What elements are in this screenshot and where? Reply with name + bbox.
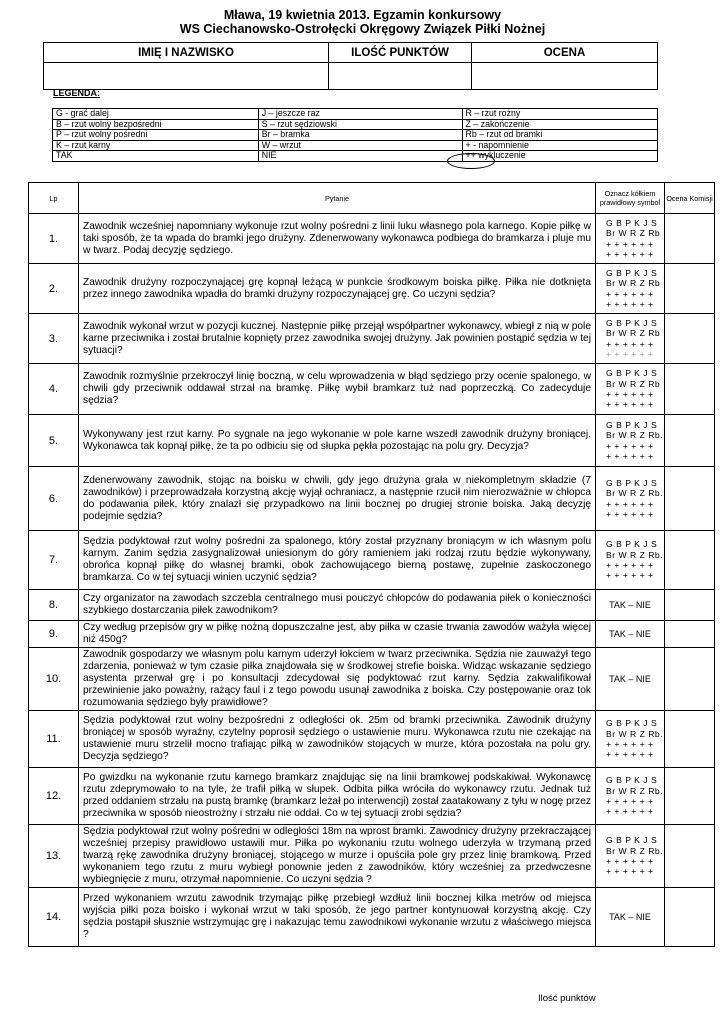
symbol-line[interactable]: + + + + + + xyxy=(606,248,654,259)
question-number: 2. xyxy=(29,264,79,314)
question-row xyxy=(29,888,715,947)
question-text: Wykonywany jest rzut karny. Po sygnale na jego wykonanie w pole karne wszedł zawodnik drużyny broniącej. Wykonawca tak kopnął piłkę, że ta po odbiciu się od słupka pękła pozostając na polu gry. Decyzja? xyxy=(79,415,596,467)
commission-grade-cell[interactable] xyxy=(665,467,715,531)
symbol-line[interactable]: + + + + + + xyxy=(606,298,654,309)
name-col-header: IMIĘ I NAZWISKO xyxy=(44,43,329,63)
question-text: Przed wykonaniem wrzutu zawodnik trzymając piłkę przebiegł wzdłuż linii bocznej kilka metrów od miejsca wyjścia piłki poza boisko i wykonał wrzut w taki sposób, że jego partner kontynuował korzystną akcję. Czy sędzia postąpił słusznie wstrzymując grę i nakazując temu zawodnikowi wykonanie wrzutu z właściwego miejsca ? xyxy=(79,888,596,947)
question-header: Pytanie xyxy=(79,183,596,214)
legend-cell: Rb – rzut od bramki xyxy=(462,130,657,141)
legend-table xyxy=(52,108,658,162)
question-text: Sędzia podyktował rzut wolny bezpośredni z odległości ok. 25m od bramki przeciwnika. Zawodnik drużyny broniącej w sposób wyraźny, czytelny poprosił sędziego o ustawienie muru. Wykonawca rzutu nie czekając na ustawienie muru strzelił mocno trafiając piłką w zawodników stojących w murze, która pozostała na polu gry. Decyzja sędziego? xyxy=(79,711,596,768)
answer-symbols[interactable] xyxy=(596,467,665,531)
legend-cell: K – rzut karny xyxy=(53,140,259,151)
answer-symbols[interactable] xyxy=(596,711,665,768)
yes-no-answer[interactable]: TAK – NIE xyxy=(596,590,665,621)
symbol-line[interactable]: + + + + + + xyxy=(606,348,654,359)
symbol-line[interactable]: + + + + + + xyxy=(606,796,654,806)
symbol-line[interactable]: G B P K J S xyxy=(606,419,658,430)
legend-row xyxy=(53,109,658,120)
symbol-line[interactable]: G B P K J S xyxy=(606,539,658,550)
name-field[interactable] xyxy=(44,63,329,90)
legend-cell: Z – zakończenie xyxy=(462,119,657,130)
symbol-line[interactable]: G B P K J S xyxy=(606,368,658,379)
commission-grade-cell[interactable] xyxy=(665,531,715,590)
legend-row xyxy=(53,151,658,162)
lp-header: Lp xyxy=(29,183,79,214)
answer-symbols[interactable] xyxy=(596,264,665,314)
question-text: Sędzia podyktował rzut wolny pośredni za spalonego, który został przyznany broniącym w ich własnym polu karnym. Zanim sędzia zasygnalizował uniesionym do góry ramieniem jaki rodzaj rzutu będzie wykonywany, obrońca kopnął piłkę do własnej bramki, obok zachowującego bierną postawę, zupełnie zaskoczonego bramkarza. Co w tej sytuacji winien uczynić sędzia? xyxy=(79,531,596,590)
yes-no-answer[interactable]: TAK – NIE xyxy=(596,648,665,711)
commission-grade-cell[interactable] xyxy=(665,768,715,825)
header-line-2: WS Ciechanowsko-Ostrołęcki Okręgowy Związek Piłki Nożnej xyxy=(179,22,546,36)
symbol-line[interactable]: Br W R Z Rb xyxy=(606,378,661,389)
symbol-line[interactable]: Br W R Z Rb. xyxy=(606,728,664,739)
commission-grade-cell[interactable] xyxy=(665,825,715,888)
symbol-line[interactable]: + + + + + + xyxy=(606,338,654,349)
question-text: Zawodnik wykonał wrzut w pozycji kucznej. Następnie piłkę przejął współpartner wykonawcy, wbiegł z nią w pole karne przeciwnika i został brutalnie kopnięty przez zawodnika swojej drużyny. Jak powinien postąpić sędzia w tej sytuacji? xyxy=(79,314,596,364)
symbol-line[interactable]: + + + + + + xyxy=(606,806,654,817)
question-number: 5. xyxy=(29,415,79,467)
commission-grade-cell[interactable] xyxy=(665,364,715,415)
symbol-line[interactable]: + + + + + + xyxy=(606,508,654,519)
symbol-header: Oznacz kółkiem prawidłowy symbol xyxy=(596,183,665,214)
symbol-line[interactable]: G B P K J S xyxy=(606,775,658,786)
legend-cell: S – rzut sędziowski xyxy=(258,119,462,130)
question-text: Zawodnik gospodarzy we własnym polu karnym uderzył łokciem w twarz przeciwnika. Sędzia nie zauważył tego zdarzenia, ponieważ w tym czasie piłka znajdowała się w środkowej strefie boiska. Widząc wskazanie sędziego asystenta przerwał grę i po konsultacji zdecydował się podyktować rzut karny. Sędzia zakwalifikował przewinienie jako poważny, rażący faul i z tego powodu usunął zawodnika z boiska. Czy postępowanie oraz tok rozumowania sędziego były prawidłowe? xyxy=(79,648,596,711)
legend-cell: P – rzut wolny pośredni xyxy=(53,130,259,141)
question-text: Czy organizator na zawodach szczebla centralnego musi pouczyć chłopców do podawania piłek o konieczności szybkiego dostarczania piłek zawodnikom? xyxy=(79,590,596,621)
question-row xyxy=(29,314,715,364)
question-text: Po gwizdku na wykonanie rzutu karnego bramkarz znajdując się na linii bramkowej podskakiwał. Wykonawcę rzutu zdeprymowało to na tyle, że trafił piłką w słupek. Odbita piłka wróciła do wykonawcy rzutu. Jednak tuż przed oddaniem strzału na pustą bramkę (bramkarz leżał po interwencji) został zaatakowany z tyłu w nogę przez przeciwnika w sposób nieostrożny i strzału nie oddał. Co w tej sytuacji zrobi sędzia? xyxy=(79,768,596,825)
yes-no-answer[interactable]: TAK – NIE xyxy=(596,621,665,648)
question-number: 11. xyxy=(29,711,79,768)
commission-grade-cell[interactable] xyxy=(665,888,715,947)
question-number: 4. xyxy=(29,364,79,415)
question-number: 13. xyxy=(29,825,79,888)
symbol-line[interactable]: + + + + + + xyxy=(606,749,654,760)
question-text: Czy według przepisów gry w piłkę nożną dopuszczalne jest, aby piłka w czasie trwania zawodów ważyła więcej niż 450g? xyxy=(79,621,596,648)
question-number: 8. xyxy=(29,590,79,621)
legend-cell: Br – bramka xyxy=(258,130,462,141)
symbol-line[interactable]: + + + + + + xyxy=(606,570,654,581)
question-number: 7. xyxy=(29,531,79,590)
legend-cell: R – rzut rożny xyxy=(462,109,657,120)
question-text: Sędzia podyktował rzut wolny pośredni w odległości 18m na wprost bramki. Zawodnicy drużyny przekraczającej wcześniej przepisy prawidłowo ustawili mur. Piłka po wykonaniu rzutu wolnego uderzyła w trzymaną przed twarzą rękę zawodnika drużyny broniącej, stojącego w murze i opuściła pole gry przez linię bramkową. Przed wykonaniem tego rzutu z muru wybiegł ponownie jeden z zawodników, który wcześniej za przedwczesne wybiegnięcie z muru, otrzymał napomnienie. Co uczyni sędzia ? xyxy=(79,825,596,888)
symbol-line[interactable]: Br W R Z Rb. xyxy=(606,845,664,856)
question-row xyxy=(29,264,715,314)
answer-symbols[interactable] xyxy=(596,531,665,590)
symbol-line[interactable]: Br W R Z Rb xyxy=(606,278,661,289)
question-number: 14. xyxy=(29,888,79,947)
legend-cell: ++ wykluczenie xyxy=(462,151,657,162)
commission-grade-cell[interactable] xyxy=(665,648,715,711)
symbol-line[interactable]: G B P K J S xyxy=(606,477,658,488)
question-number: 6. xyxy=(29,467,79,531)
yes-no-answer[interactable]: TAK – NIE xyxy=(596,888,665,947)
exclusion-circle-mark xyxy=(447,153,495,169)
points-col-header: ILOŚĆ PUNKTÓW xyxy=(329,43,472,63)
legend-cell: TAK xyxy=(53,151,259,162)
commission-grade-cell[interactable] xyxy=(665,264,715,314)
legend-cell: G - grać dalej xyxy=(53,109,259,120)
symbol-line[interactable]: + + + + + + xyxy=(606,856,654,866)
symbol-line[interactable]: + + + + + + xyxy=(606,399,654,410)
legend-row xyxy=(53,140,658,151)
question-number: 12. xyxy=(29,768,79,825)
points-field[interactable] xyxy=(329,63,472,90)
answer-symbols[interactable] xyxy=(596,364,665,415)
commission-grade-cell[interactable] xyxy=(665,415,715,467)
symbol-line[interactable]: G B P K J S xyxy=(606,317,658,328)
question-row xyxy=(29,590,715,621)
commission-header: Ocena Komisji xyxy=(665,183,715,214)
question-number: 1. xyxy=(29,214,79,264)
answer-symbols[interactable] xyxy=(596,415,665,467)
symbol-line[interactable]: G B P K J S xyxy=(606,835,658,846)
symbol-line[interactable]: + + + + + + xyxy=(606,440,654,451)
question-row xyxy=(29,214,715,264)
commission-grade-cell[interactable] xyxy=(665,711,715,768)
question-row xyxy=(29,415,715,467)
question-row xyxy=(29,711,715,768)
symbol-line[interactable]: + + + + + + xyxy=(606,389,654,399)
symbol-line[interactable]: Br W R Z Rb xyxy=(606,328,661,339)
question-text: Zawodnik rozmyślnie przekroczył linię boczną, w celu wprowadzenia w błąd sędziego przy ocenie spalonego, w chwili gdy przeciwnik oddawał strzał na bramkę. Piłkę wybił bramkarz tuż nad poprzeczką. Co zadecyduje sędzia? xyxy=(79,364,596,415)
commission-grade-cell[interactable] xyxy=(665,590,715,621)
answer-symbols[interactable] xyxy=(596,314,665,364)
symbol-line[interactable]: Br W R Z Rb. xyxy=(606,549,664,560)
points-footer: Ilość punktów xyxy=(538,993,596,1004)
question-text: Zawodnik drużyny rozpoczynającej grę kopnął leżącą w punkcie środkowym boiska piłkę. Piłka nie dotknięta przez innego zawodnika wpadła do bramki drużyny rozpoczynającej grę. Co uczyni sędzia? xyxy=(79,264,596,314)
legend-cell: + - napomnienie xyxy=(462,140,657,151)
symbol-line[interactable]: + + + + + + xyxy=(606,866,654,877)
symbol-line[interactable]: G B P K J S xyxy=(606,267,658,278)
question-row xyxy=(29,621,715,648)
grade-field[interactable] xyxy=(472,63,658,90)
name-table xyxy=(43,42,658,90)
legend-cell: B – rzut wolny bezpośredni xyxy=(53,119,259,130)
question-text: Zawodnik wcześniej napomniany wykonuje rzut wolny pośredni z linii luku własnego pola karnego. Kopie piłkę w taki sposób, że ta wpada do bramki jego drużyny. Zdenerwowany wykonawca podbiega do bramkarza i pluje mu w twarz. Podaj decyzję sędziego. xyxy=(79,214,596,264)
page-header xyxy=(0,8,725,36)
legend-title: LEGENDA: xyxy=(53,88,100,98)
grade-col-header: OCENA xyxy=(472,43,658,63)
legend-cell: W – wrzut xyxy=(258,140,462,151)
symbol-line[interactable]: + + + + + + xyxy=(606,288,654,299)
legend-row xyxy=(53,130,658,141)
symbol-line[interactable]: + + + + + + xyxy=(606,450,654,461)
questions-table xyxy=(28,182,715,947)
question-row xyxy=(29,364,715,415)
symbol-line[interactable]: + + + + + + xyxy=(606,739,654,749)
commission-grade-cell[interactable] xyxy=(665,621,715,648)
question-row xyxy=(29,467,715,531)
symbol-line[interactable]: Br W R Z Rb. xyxy=(606,430,664,441)
legend-row xyxy=(53,119,658,130)
legend-cell: NIE xyxy=(258,151,462,162)
symbol-line[interactable]: Br W R Z Rb. xyxy=(606,488,664,499)
question-row xyxy=(29,768,715,825)
header-line-1: Mława, 19 kwietnia 2013. Egzamin konkursowy xyxy=(223,8,502,22)
symbol-line[interactable]: + + + + + + xyxy=(606,238,654,249)
question-number: 9. xyxy=(29,621,79,648)
symbol-line[interactable]: + + + + + + xyxy=(606,560,654,570)
question-number: 3. xyxy=(29,314,79,364)
symbol-line[interactable]: Br W R Z Rb xyxy=(606,228,661,239)
question-number: 10. xyxy=(29,648,79,711)
symbol-line[interactable]: G B P K J S xyxy=(606,217,658,228)
answer-symbols[interactable] xyxy=(596,825,665,888)
symbol-line[interactable]: Br W R Z Rb. xyxy=(606,785,664,796)
symbol-line[interactable]: + + + + + + xyxy=(606,498,654,509)
answer-symbols[interactable] xyxy=(596,768,665,825)
answer-symbols[interactable] xyxy=(596,214,665,264)
commission-grade-cell[interactable] xyxy=(665,214,715,264)
question-text: Zdenerwowany zawodnik, stojąc na boisku w chwili, gdy jego drużyna grała w niekompletnym składzie (7 zawodników) i przeprowadzała korzystną akcję wyjął ochraniacz, a następnie rzucił nim nierozważnie w chłopca do podawania piłek, który znalazł się przypadkowo na linii bocznej po drugiej stronie boiska. Jaką decyzję podejmie sędzia? xyxy=(79,467,596,531)
question-row xyxy=(29,648,715,711)
commission-grade-cell[interactable] xyxy=(665,314,715,364)
legend-cell: J – jeszcze raz xyxy=(258,109,462,120)
symbol-line[interactable]: G B P K J S xyxy=(606,718,658,729)
question-row xyxy=(29,531,715,590)
question-row xyxy=(29,825,715,888)
